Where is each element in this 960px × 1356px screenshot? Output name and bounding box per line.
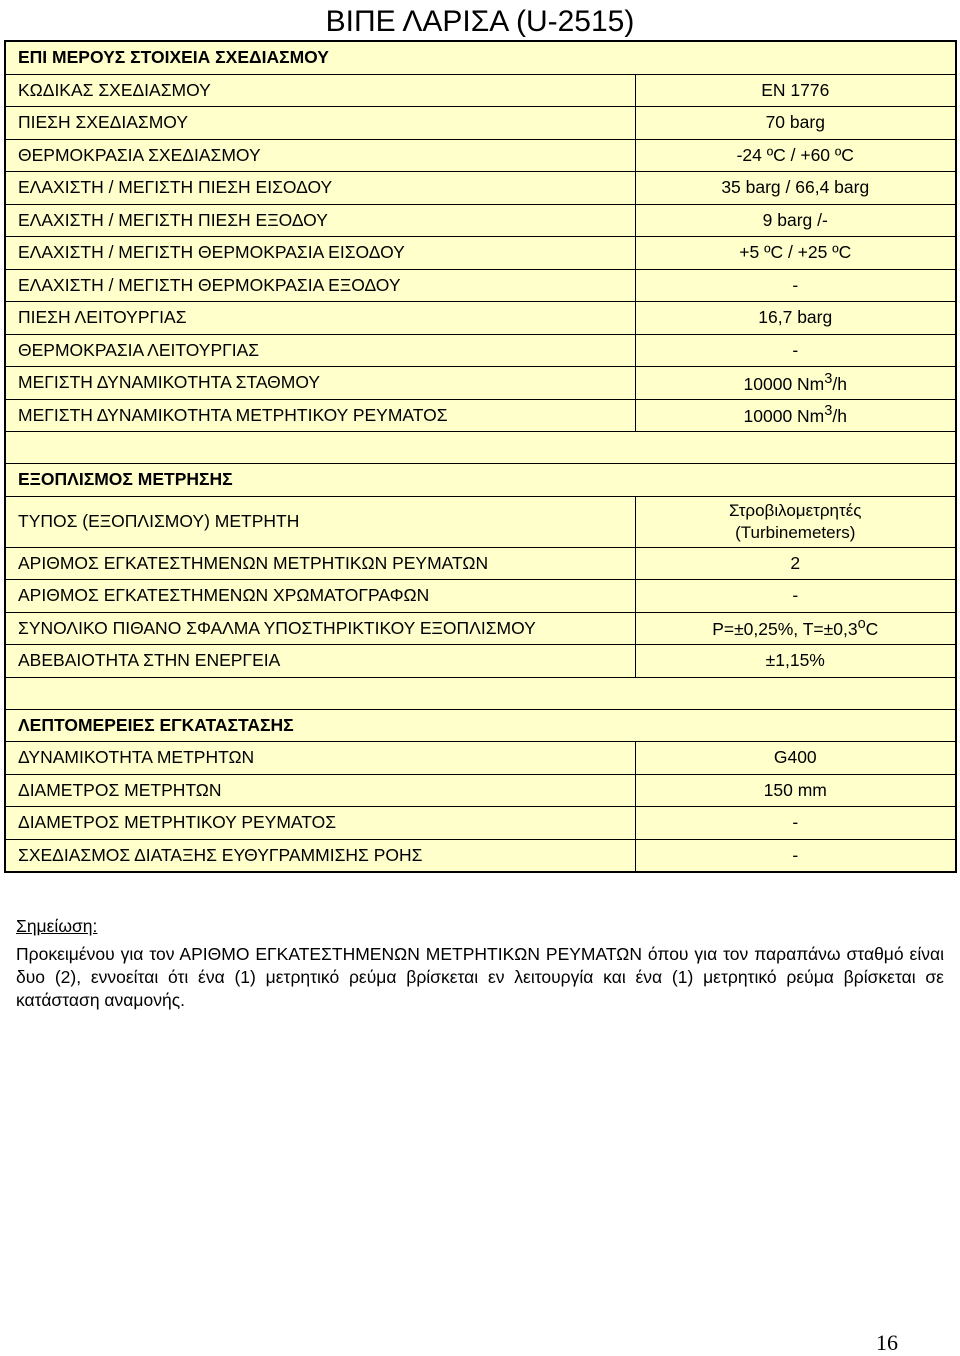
section-spacer [5, 432, 956, 464]
row-value: -24 ºC / +60 ºC [635, 139, 956, 172]
specifications-table [4, 40, 957, 873]
installation-section-header [5, 709, 956, 742]
row-label: ΑΡΙΘΜΟΣ ΕΓΚΑΤΕΣΤΗΜΕΝΩΝ ΧΡΩΜΑΤΟΓΡΑΦΩΝ [5, 580, 635, 613]
value-superscript: 3 [824, 403, 833, 420]
row-label: ΤΥΠΟΣ (ΕΞΟΠΛΙΣΜΟΥ) ΜΕΤΡΗΤΗ [5, 496, 635, 547]
row-label: ΠΙΕΣΗ ΣΧΕΔΙΑΣΜΟΥ [5, 107, 635, 140]
row-label: ΔΙΑΜΕΤΡΟΣ ΜΕΤΡΗΤΙΚΟΥ ΡΕΥΜΑΤΟΣ [5, 807, 635, 840]
value-main: 10000 Nm [743, 373, 825, 394]
row-value [635, 496, 956, 547]
table-row [5, 139, 956, 172]
design-heading: ΕΠΙ ΜΕΡΟΥΣ ΣΤΟΙΧΕΙΑ ΣΧΕΔΙΑΣΜΟΥ [5, 41, 956, 74]
table-row [5, 302, 956, 335]
metering-section-header [5, 464, 956, 497]
row-value: 16,7 barg [635, 302, 956, 335]
row-value: ±1,15% [635, 645, 956, 678]
section-spacer [5, 677, 956, 709]
row-value: - [635, 580, 956, 613]
value-unit: /h [832, 373, 847, 394]
table-row [5, 237, 956, 270]
row-label: ΣΧΕΔΙΑΣΜΟΣ ΔΙΑΤΑΞΗΣ ΕΥΘΥΓΡΑΜΜΙΣΗΣ ΡΟΗΣ [5, 839, 635, 872]
row-value: G400 [635, 742, 956, 775]
value-line-1: Στροβιλομετρητές [729, 500, 862, 520]
table-row [5, 74, 956, 107]
row-label: ΕΛΑΧΙΣΤΗ / ΜΕΓΙΣΤΗ ΘΕΡΜΟΚΡΑΣΙΑ ΕΞΟΔΟΥ [5, 269, 635, 302]
row-label: ΚΩΔΙΚΑΣ ΣΧΕΔΙΑΣΜΟΥ [5, 74, 635, 107]
specifications-sheet [4, 40, 955, 873]
row-value: EN 1776 [635, 74, 956, 107]
table-row [5, 839, 956, 872]
table-row [5, 399, 956, 432]
row-value: 9 barg /- [635, 204, 956, 237]
table-row [5, 774, 956, 807]
row-label: ΑΒΕΒΑΙΟΤΗΤΑ ΣΤΗΝ ΕΝΕΡΓΕΙΑ [5, 645, 635, 678]
page-number: 16 [876, 1330, 898, 1355]
row-value [635, 367, 956, 400]
row-label: ΔΥΝΑΜΙΚΟΤΗΤΑ ΜΕΤΡΗΤΩΝ [5, 742, 635, 775]
spacer-cell [5, 432, 956, 464]
row-value: 2 [635, 547, 956, 580]
table-row [5, 107, 956, 140]
row-label: ΠΙΕΣΗ ΛΕΙΤΟΥΡΓΙΑΣ [5, 302, 635, 335]
value-unit: C [865, 619, 879, 640]
table-row [5, 742, 956, 775]
row-label: ΜΕΓΙΣΤΗ ΔΥΝΑΜΙΚΟΤΗΤΑ ΜΕΤΡΗΤΙΚΟΥ ΡΕΥΜΑΤΟΣ [5, 399, 635, 432]
row-label: ΜΕΓΙΣΤΗ ΔΥΝΑΜΙΚΟΤΗΤΑ ΣΤΑΘΜΟΥ [5, 367, 635, 400]
row-value [635, 612, 956, 645]
row-value: - [635, 807, 956, 840]
row-label: ΕΛΑΧΙΣΤΗ / ΜΕΓΙΣΤΗ ΠΙΕΣΗ ΕΙΣΟΔΟΥ [5, 172, 635, 205]
value-main: P=±0,25%, T=±0,3 [712, 619, 858, 640]
row-value: - [635, 269, 956, 302]
design-section-header [5, 41, 956, 74]
value-superscript: o [857, 616, 866, 633]
row-label: ΔΙΑΜΕΤΡΟΣ ΜΕΤΡΗΤΩΝ [5, 774, 635, 807]
table-row [5, 807, 956, 840]
table-row [5, 334, 956, 367]
row-value: 35 barg / 66,4 barg [635, 172, 956, 205]
table-row [5, 547, 956, 580]
row-label: ΣΥΝΟΛΙΚΟ ΠΙΘΑΝΟ ΣΦΑΛΜΑ ΥΠΟΣΤΗΡΙΚΤΙΚΟΥ ΕΞΟΠΛΙΣΜΟΥ [5, 612, 635, 645]
value-superscript: 3 [824, 370, 833, 387]
note-block [16, 915, 944, 1012]
metering-heading: ΕΞΟΠΛΙΣΜΟΣ ΜΕΤΡΗΣΗΣ [5, 464, 956, 497]
row-value: +5 ºC / +25 ºC [635, 237, 956, 270]
table-row [5, 204, 956, 237]
document-title [0, 4, 960, 40]
row-value: 70 barg [635, 107, 956, 140]
value-line-2: (Turbinemeters) [735, 522, 856, 542]
table-row [5, 580, 956, 613]
spacer-cell [5, 677, 956, 709]
row-label: ΕΛΑΧΙΣΤΗ / ΜΕΓΙΣΤΗ ΘΕΡΜΟΚΡΑΣΙΑ ΕΙΣΟΔΟΥ [5, 237, 635, 270]
table-row [5, 612, 956, 645]
table-row [5, 367, 956, 400]
row-value: - [635, 334, 956, 367]
title-text: ΒΙΠΕ ΛΑΡΙΣΑ (U-2515) [325, 5, 635, 38]
table-row [5, 172, 956, 205]
table-row [5, 496, 956, 547]
table-row [5, 269, 956, 302]
note-title: Σημείωση: [16, 916, 98, 936]
table-row [5, 645, 956, 678]
row-label: ΑΡΙΘΜΟΣ ΕΓΚΑΤΕΣΤΗΜΕΝΩΝ ΜΕΤΡΗΤΙΚΩΝ ΡΕΥΜΑΤΩΝ [5, 547, 635, 580]
note-text: Προκειμένου για τον ΑΡΙΘΜΟ ΕΓΚΑΤΕΣΤΗΜΕΝΩΝ ΜΕΤΡΗΤΙΚΩΝ ΡΕΥΜΑΤΩΝ όπου για τον παραπάνω σταθμό είναι δυο (2), εννοείται ότι ένα (1) μετρητικό ρεύμα βρίσκεται εν λειτουργία και ένα (1) μετρητικό ρεύμα βρίσκεται σε κατάσταση αναμονής. [16, 944, 944, 1010]
row-value: 150 mm [635, 774, 956, 807]
value-main: 10000 Nm [743, 406, 825, 427]
row-value: - [635, 839, 956, 872]
row-label: ΘΕΡΜΟΚΡΑΣΙΑ ΛΕΙΤΟΥΡΓΙΑΣ [5, 334, 635, 367]
installation-heading: ΛΕΠΤΟΜΕΡΕΙΕΣ ΕΓΚΑΤΑΣΤΑΣΗΣ [5, 709, 956, 742]
value-unit: /h [832, 406, 847, 427]
row-value [635, 399, 956, 432]
row-label: ΘΕΡΜΟΚΡΑΣΙΑ ΣΧΕΔΙΑΣΜΟΥ [5, 139, 635, 172]
row-label: ΕΛΑΧΙΣΤΗ / ΜΕΓΙΣΤΗ ΠΙΕΣΗ ΕΞΟΔΟΥ [5, 204, 635, 237]
